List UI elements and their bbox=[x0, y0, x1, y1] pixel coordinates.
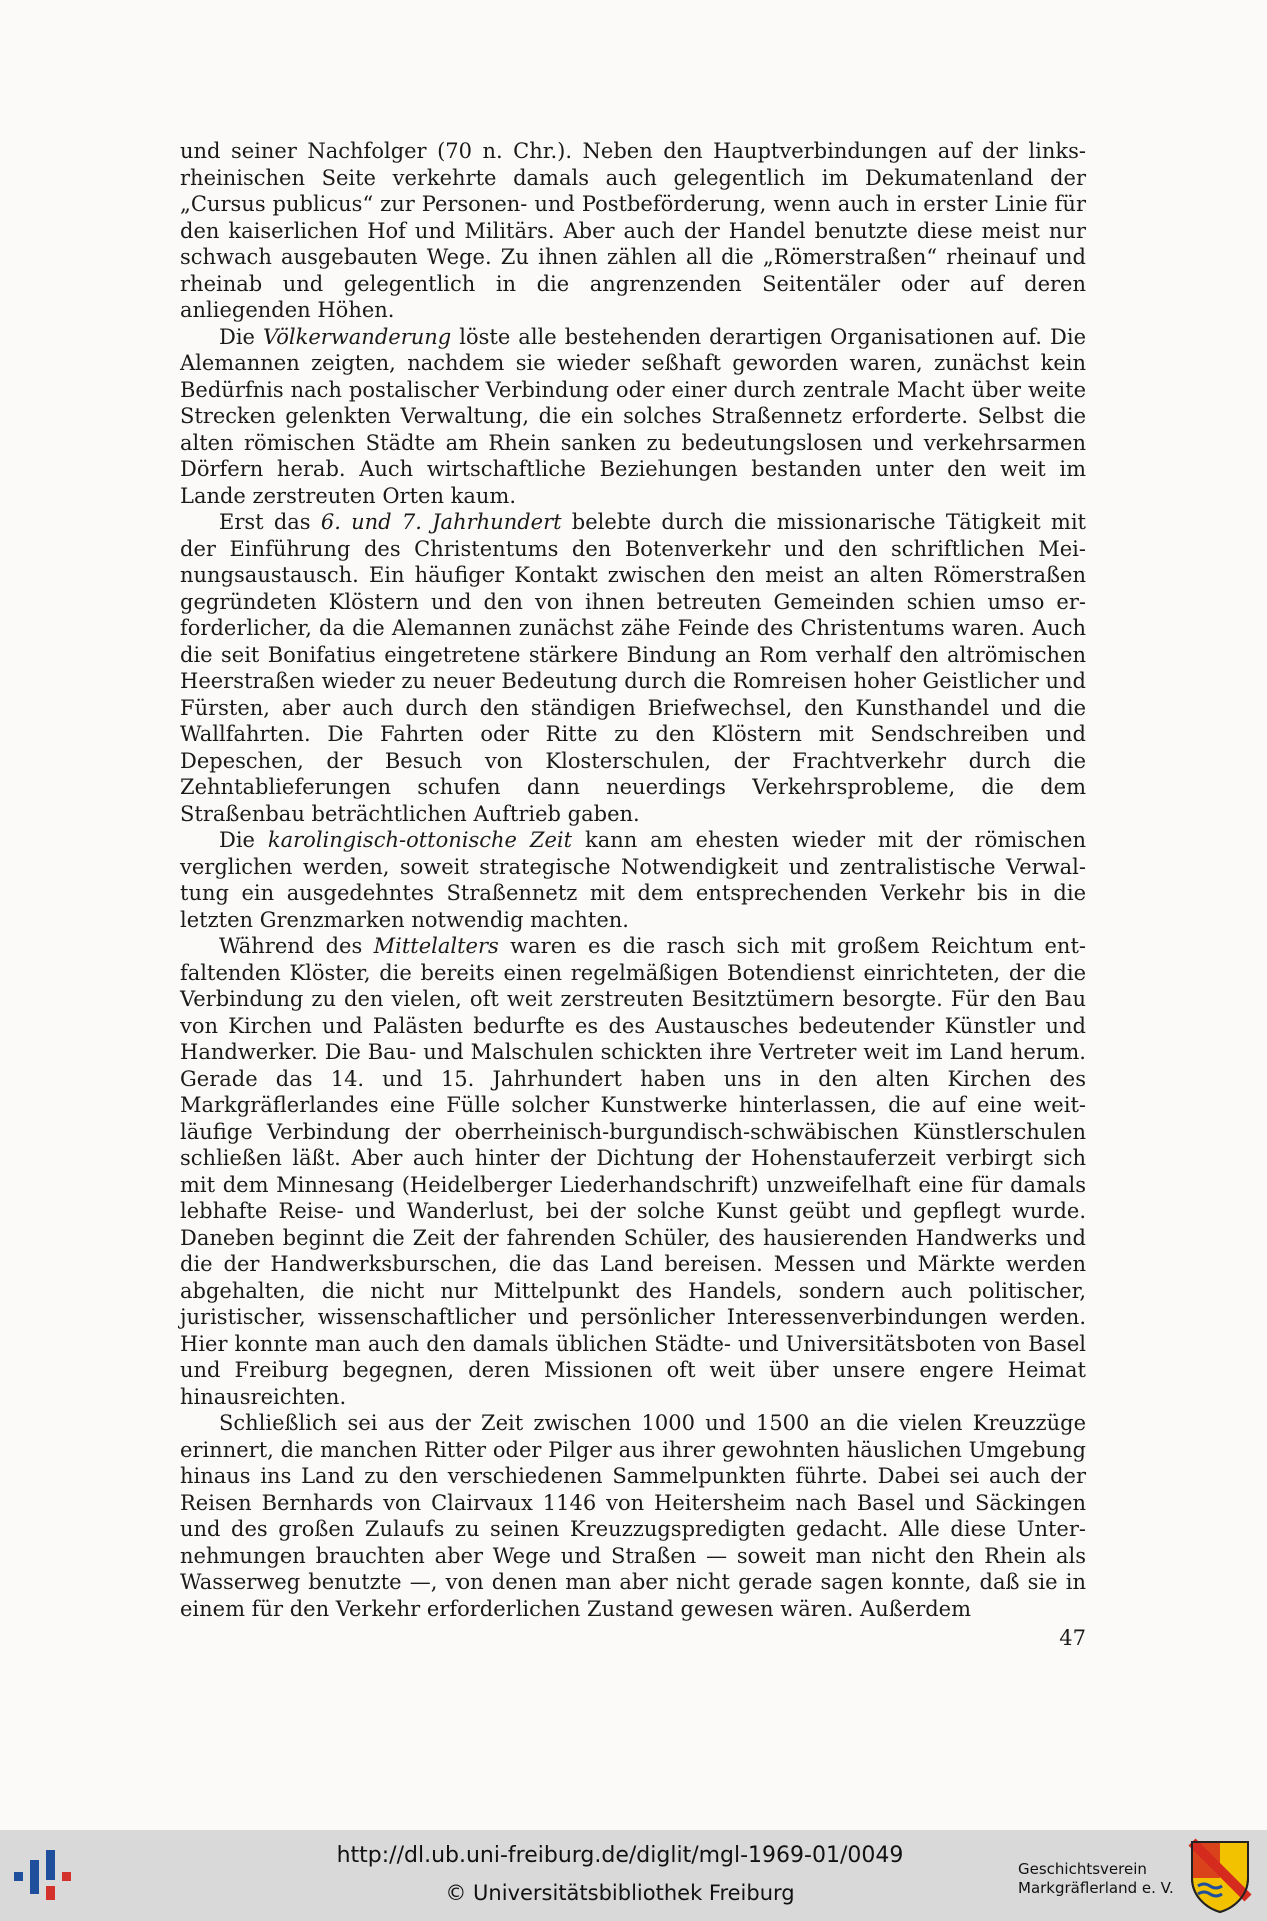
text-run: kann am ehesten wieder mit der römischen verglichen werden, soweit strategische Notwendigkeit und zentralistische Verwaltung ein ausgedehntes Straßennetz mit dem entsprechenden Verkehr bis in die letzten Grenzmarken notwendig machten. bbox=[180, 828, 1087, 932]
paragraph bbox=[180, 509, 1086, 827]
text-run: Erst das bbox=[219, 510, 321, 534]
page-number: 47 bbox=[1059, 1626, 1086, 1650]
copyright-notice: © Universitätsbibliothek Freiburg bbox=[445, 1881, 795, 1905]
italic-term: karolingisch-ottonische Zeit bbox=[267, 828, 573, 852]
text-run: Schließlich sei aus der Zeit zwischen 1000 und 1500 an die vielen Kreuzzüge erinnert, die manchen Ritter oder Pilger aus ihrer gewohnten häuslichen Umgebung hinaus ins Land zu den verschiedenen Sammelpunkten führte. Dabei sei auch der Reisen Bernhards von Clairvaux 1146 von Heitersheim nach Basel und Säckingen und des großen Zulaufs zu seinen Kreuzzugspredigten gedacht. Alle diese Unternehmungen brauchten aber Wege und Straßen — soweit man nicht den Rhein als Wasserweg benutzte —, von denen man aber nicht gerade sagen konnte, daß sie in einem für den Verkehr erforderlichen Zustand gewesen wären. Außerdem bbox=[180, 1411, 1086, 1621]
society-name-line1: Geschichtsverein bbox=[1018, 1860, 1147, 1878]
text-run: löste alle bestehenden derartigen Organisationen auf. Die Alemannen zeigten, nachdem sie wieder seßhaft geworden waren, zunächst kein Bedürfnis nach postalischer Verbindung oder einer durch zentrale Macht über weite Strecken gelenkten Verwaltung, die ein solches Straßennetz erforderte. Selbst die alten römischen Städte am Rhein sanken zu bedeutungslosen und verkehrsarmen Dörfern herab. Auch wirtschaftliche Beziehungen bestanden unter den weit im Lande zerstreuten Orten kaum. bbox=[180, 324, 1086, 508]
paragraph bbox=[180, 138, 1086, 324]
body-text bbox=[180, 138, 1086, 1622]
text-run: Während des bbox=[219, 934, 374, 958]
permalink-url[interactable]: http://dl.ub.uni-freiburg.de/diglit/mgl-1969-01/0049 bbox=[336, 1843, 904, 1868]
society-name-line2: Markgräflerland e. V. bbox=[1018, 1879, 1174, 1897]
text-run: Die bbox=[219, 828, 268, 852]
viewer-footer bbox=[0, 1830, 1267, 1921]
text-run: belebte durch die missionarische Tätigkeit mit der Einführung des Christentums den Botenverkehr und den schriftlichen Meinungsaustausch. Ein häufiger Kontakt zwischen den meist an alten Römerstraßen gegründeten Klöstern und den von ihnen betreuten Gemeinden schien umso erforderlicher, da die Alemannen zunächst zähe Feinde des Christentums waren. Auch die seit Bonifatius eingetretene stärkere Bindung an Rom verhalf den altrömischen Heerstraßen wieder zu neuer Bedeutung durch die Romreisen hoher Geistlicher und Fürsten, aber auch durch den ständigen Briefwechsel, den Kunsthandel und die Wallfahrten. Die Fahrten oder Ritte zu den Klöstern mit Sendschreiben und Depeschen, der Besuch von Klosterschulen, der Frachtverkehr durch die Zehntablieferungen schufen dann neuerdings Verkehrsprobleme, die dem Straßenbau beträchtlichen Auftrieb gaben. bbox=[180, 510, 1086, 826]
italic-term: Völkerwanderung bbox=[263, 324, 452, 349]
text-run: und seiner Nachfolger (70 n. Chr.). Neben den Hauptverbindungen auf der linksrheinischen Seite verkehrte damals auch gelegentlich im Dekumatenland der „Cursus publicus“ zur Personen- und Postbeförderung, wenn auch in erster Linie für den kaiserlichen Hof und Militärs. Aber auch der Handel benutzte diese meist nur schwach ausgebauten Wege. Zu ihnen zählen all die „Römerstraßen“ rheinauf und rheinab und gelegentlich in die angrenzenden Seitentäler oder auf deren anliegenden Höhen. bbox=[180, 139, 1086, 322]
society-name bbox=[1018, 1860, 1178, 1898]
paragraph bbox=[180, 933, 1086, 1410]
italic-term: Mittelalters bbox=[373, 934, 499, 958]
digital-library-logo-icon[interactable] bbox=[10, 1846, 80, 1906]
paragraph bbox=[180, 1410, 1086, 1622]
coat-of-arms-icon bbox=[1188, 1838, 1252, 1914]
text-run: Die bbox=[219, 324, 264, 349]
text-run: waren es die rasch sich mit großem Reichtum entfaltenden Klöster, die bereits einen regelmäßigen Botendienst einrichteten, der die Verbindung zu den vielen, oft weit zerstreuten Besitztümern besorgte. Für den Bau von Kirchen und Palästen bedurfte es des Austausches bedeutender Künstler und Handwerker. Die Bau- und Malschulen schickten ihre Vertreter weit im Land herum. Gerade das 14. und 15. Jahrhundert haben uns in den alten Kirchen des Markgräflerlandes eine Fülle solcher Kunstwerke hinterlassen, die auf eine weitläufige Verbindung der oberrheinisch-burgundisch-schwäbischen Künstlerschulen schließen läßt. Aber auch hinter der Dichtung der Hohenstauferzeit verbirgt sich mit dem Minnesang (Heidelberger Liederhandschrift) unzweifelhaft eine für damals lebhafte Reise- und Wanderlust, bei der solche Kunst geübt und gepflegt wurde. Daneben beginnt die Zeit der fahrenden Schüler, des hausierenden Handwerks und die der Handwerksburschen, die das Land bereisen. Messen und Märkte werden abgehalten, die nicht nur Mittelpunkt des Handels, sondern auch politischer, juristischer, wissenschaftlicher und persönlicher Interessenverbindungen werden. Hier konnte man auch den damals üblichen Städte- und Universitätsboten von Basel und Freiburg begegnen, deren Missionen oft weit über unsere engere Heimat hinausreichten. bbox=[180, 934, 1087, 1409]
paragraph bbox=[180, 827, 1086, 933]
paragraph bbox=[180, 324, 1086, 510]
italic-term: 6. und 7. Jahrhundert bbox=[320, 510, 562, 534]
